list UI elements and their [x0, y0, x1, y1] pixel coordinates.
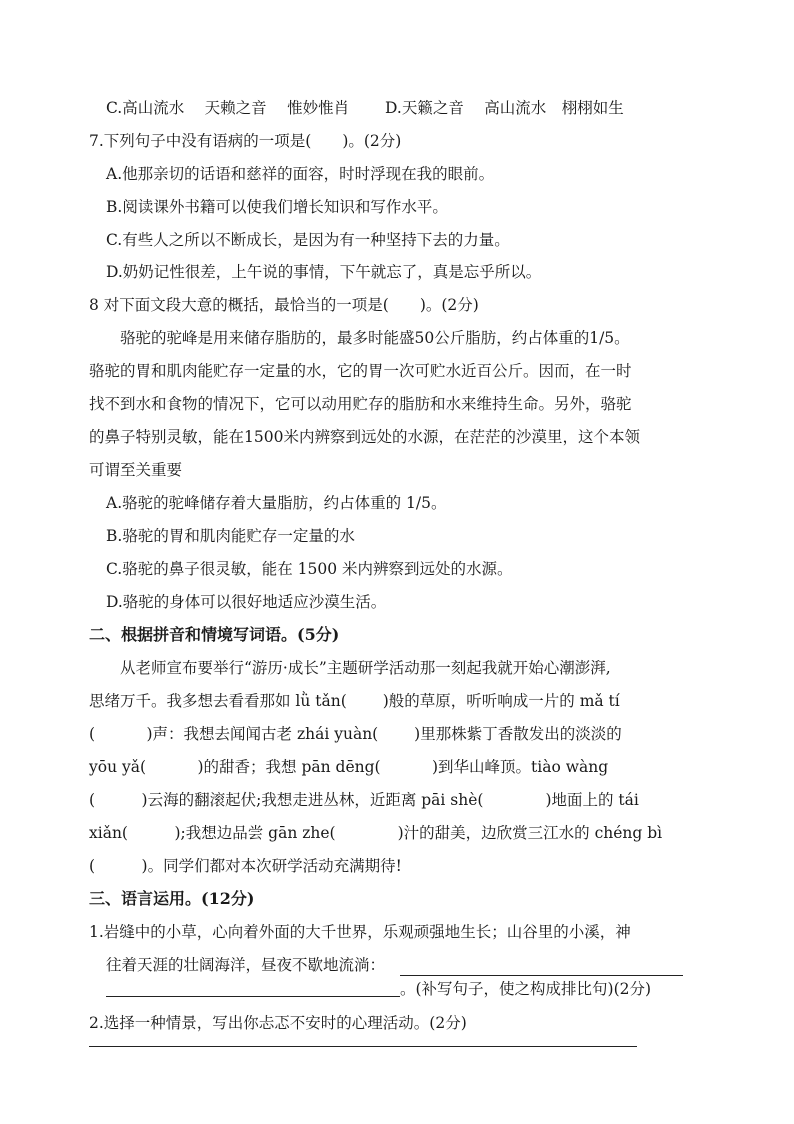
- q7-option-a: A.他那亲切的话语和慈祥的面容，时时浮现在我的眼前。: [106, 165, 495, 183]
- q7-option-b: B.阅读课外书籍可以使我们增长知识和写作水平。: [106, 198, 448, 216]
- section-2-line: ( )。同学们都对本次研学活动充满期待!: [89, 857, 402, 875]
- s3-q1-line1: 1.岩缝中的小草，心向着外面的大千世界，乐观顽强地生长；山谷里的小溪，神: [89, 923, 631, 941]
- q8-passage-line: 找不到水和食物的情况下，它可以动用贮存的脂肪和水来维持生命。另外，骆驼: [89, 395, 632, 413]
- q8-passage-line: 骆驼的驼峰是用来储存脂肪的，最多时能盛50公斤脂肪，约占体重的1/5。: [89, 329, 630, 347]
- q8-passage-line: 骆驼的胃和肌肉能贮存一定量的水，它的胃一次可贮水近百公斤。因而，在一时: [89, 362, 632, 380]
- q8-option-c: C.骆驼的鼻子很灵敏，能在 1500 米内辨察到远处的水源。: [106, 560, 513, 578]
- section-2-line: ( )云海的翻滚起伏;我想走进丛林，近距离 pāi shè( )地面上的 tái: [89, 791, 639, 809]
- section-2-line: xiǎn( );我想边品尝 gān zhe( )汁的甜美，边欣赏三江水的 chéng bì: [89, 824, 663, 842]
- answer-blank-line[interactable]: [106, 996, 400, 997]
- q8-stem: 8 对下面文段大意的概括，最恰当的一项是( )。(2分): [89, 296, 479, 314]
- q7-option-d: D.奶奶记性很差，上午说的事情，下午就忘了，真是忘乎所以。: [106, 263, 542, 281]
- s3-q2: 2.选择一种情景，写出你忐忑不安时的心理活动。(2分): [89, 1014, 467, 1032]
- section-2-line: ( )声：我想去闻闻古老 zhái yuàn( )里那株紫丁香散发出的淡淡的: [89, 725, 622, 743]
- section-3-heading: 三、语言运用。(12分): [89, 889, 255, 908]
- s3-q1-line2: 往着天涯的壮阔海洋，昼夜不歇地流淌：: [106, 956, 386, 974]
- q8-passage-line: 可谓至关重要: [89, 461, 183, 479]
- answer-blank-line[interactable]: [89, 1046, 637, 1047]
- s3-q1-line3-suffix: 。(补写句子，使之构成排比句)(2分): [400, 980, 652, 998]
- section-2-line: 从老师宣布要举行“游历·成长”主题研学活动那一刻起我就开始心潮澎湃,: [89, 659, 611, 677]
- section-2-line: 思绪万千。我多想去看看那如 lǜ tǎn( )般的草原，听听响成一片的 mǎ tí: [89, 692, 620, 710]
- q8-passage-line: 的鼻子特别灵敏，能在1500米内辨察到远处的水源，在茫茫的沙漠里，这个本领: [89, 428, 640, 446]
- answer-blank-line[interactable]: [400, 975, 683, 976]
- q8-option-b: B.骆驼的胃和肌肉能贮存一定量的水: [106, 527, 355, 545]
- q6-option-c-d: C.高山流水 天赖之音 惟妙惟肖 D.天籁之音 高山流水 栩栩如生: [106, 99, 624, 117]
- section-2-heading: 二、根据拼音和情境写词语。(5分): [89, 625, 340, 644]
- section-2-line: yōu yǎ( )的甜香；我想 pān dēng( )到华山峰顶。tiào wàng: [89, 758, 609, 776]
- q8-option-a: A.骆驼的驼峰储存着大量脂肪，约占体重的 1/5。: [106, 494, 447, 512]
- q7-option-c: C.有些人之所以不断成长，是因为有一种坚持下去的力量。: [106, 231, 510, 249]
- q7-stem: 7.下列句子中没有语病的一项是( )。(2分): [89, 132, 402, 150]
- q8-option-d: D.骆驼的身体可以很好地适应沙漠生活。: [106, 593, 387, 611]
